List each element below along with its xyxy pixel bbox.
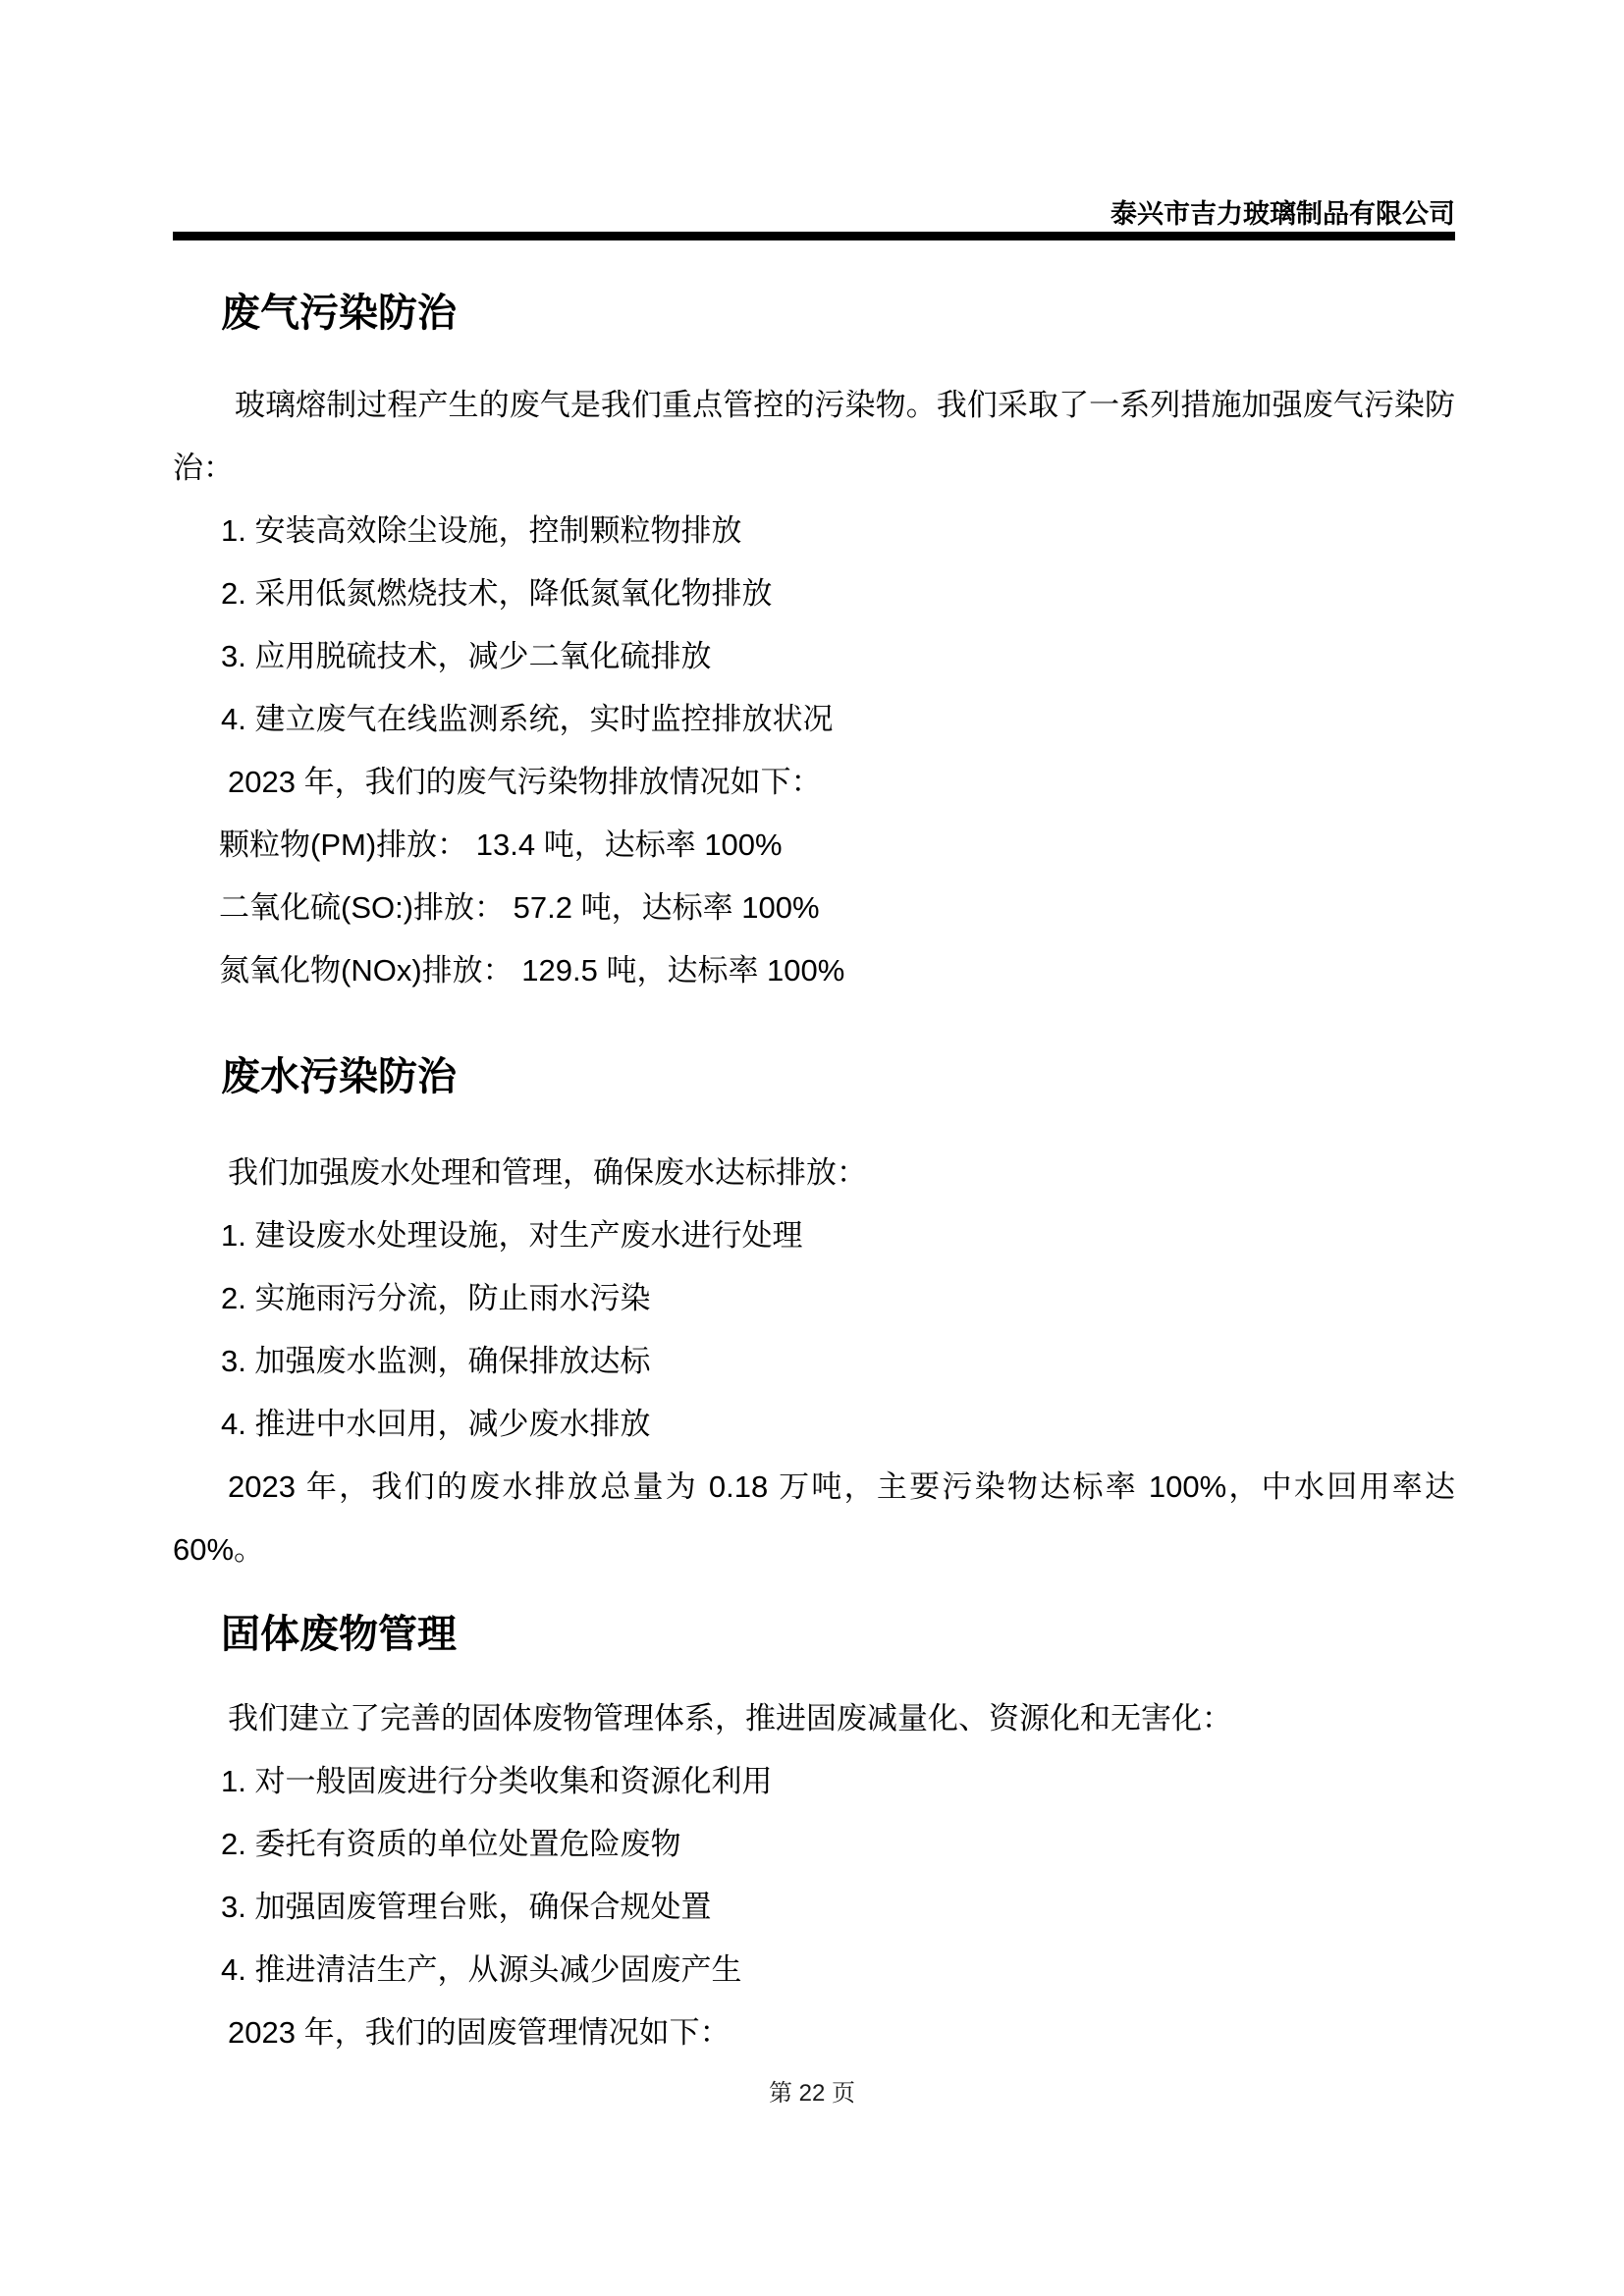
list-item: 3. 应用脱硫技术，减少二氧化硫排放 [221, 639, 712, 673]
section-intro: 我们建立了完善的固体废物管理体系，推进固废减量化、资源化和无害化： [228, 1701, 1232, 1735]
emission-data-nox: 氮氧化物(NOx)排放： 129.5 吨，达标率 100% [219, 953, 845, 988]
page-footer [0, 2073, 1624, 2108]
list-item: 2. 采用低氮燃烧技术，降低氮氧化物排放 [221, 576, 773, 611]
section-title-waste-gas: 废气污染防治 [221, 292, 457, 335]
list-item: 2. 实施雨污分流，防止雨水污染 [221, 1281, 651, 1315]
header-rule [173, 232, 1455, 240]
section-title-wastewater: 废水污染防治 [221, 1055, 457, 1098]
section-waste-gas [173, 290, 1455, 1002]
section-wastewater [173, 1053, 1455, 1581]
page-number: 第 22 页 [768, 2080, 856, 2107]
list-item: 2. 委托有资质的单位处置危险废物 [221, 1827, 681, 1861]
list-item: 1. 安装高效除尘设施，控制颗粒物排放 [221, 513, 742, 548]
section-closing: 2023 年，我们的废水排放总量为 0.18 万吨，主要污染物达标率 100%，中水回用率达 60%。 [173, 1469, 1455, 1567]
section-closing: 2023 年，我们的固废管理情况如下： [228, 2015, 731, 2050]
emission-data-so2: 二氧化硫(SO:)排放： 57.2 吨，达标率 100% [219, 890, 820, 925]
list-item: 3. 加强固废管理台账，确保合规处置 [221, 1890, 712, 1924]
list-item: 4. 建立废气在线监测系统，实时监控排放状况 [221, 702, 834, 736]
list-item: 4. 推进清洁生产，从源头减少固废产生 [221, 1952, 742, 1987]
section-title-solid-waste: 固体废物管理 [221, 1613, 457, 1656]
page-content [173, 290, 1455, 2064]
data-intro: 2023 年，我们的废气污染物排放情况如下： [228, 765, 822, 799]
section-intro: 玻璃熔制过程产生的废气是我们重点管控的污染物。我们采取了一系列措施加强废气污染防治： [173, 388, 1455, 485]
list-item: 1. 建设废水处理设施，对生产废水进行处理 [221, 1218, 803, 1253]
company-name: 泰兴市吉力玻璃制品有限公司 [1110, 199, 1455, 229]
emission-data-pm: 颗粒物(PM)排放： 13.4 吨，达标率 100% [219, 828, 783, 862]
section-intro: 我们加强废水处理和管理，确保废水达标排放： [228, 1155, 867, 1190]
section-solid-waste [173, 1611, 1455, 2064]
list-item: 3. 加强废水监测，确保排放达标 [221, 1344, 651, 1378]
list-item: 1. 对一般固废进行分类收集和资源化利用 [221, 1764, 773, 1798]
page-header [0, 0, 1624, 240]
list-item: 4. 推进中水回用，减少废水排放 [221, 1407, 651, 1441]
